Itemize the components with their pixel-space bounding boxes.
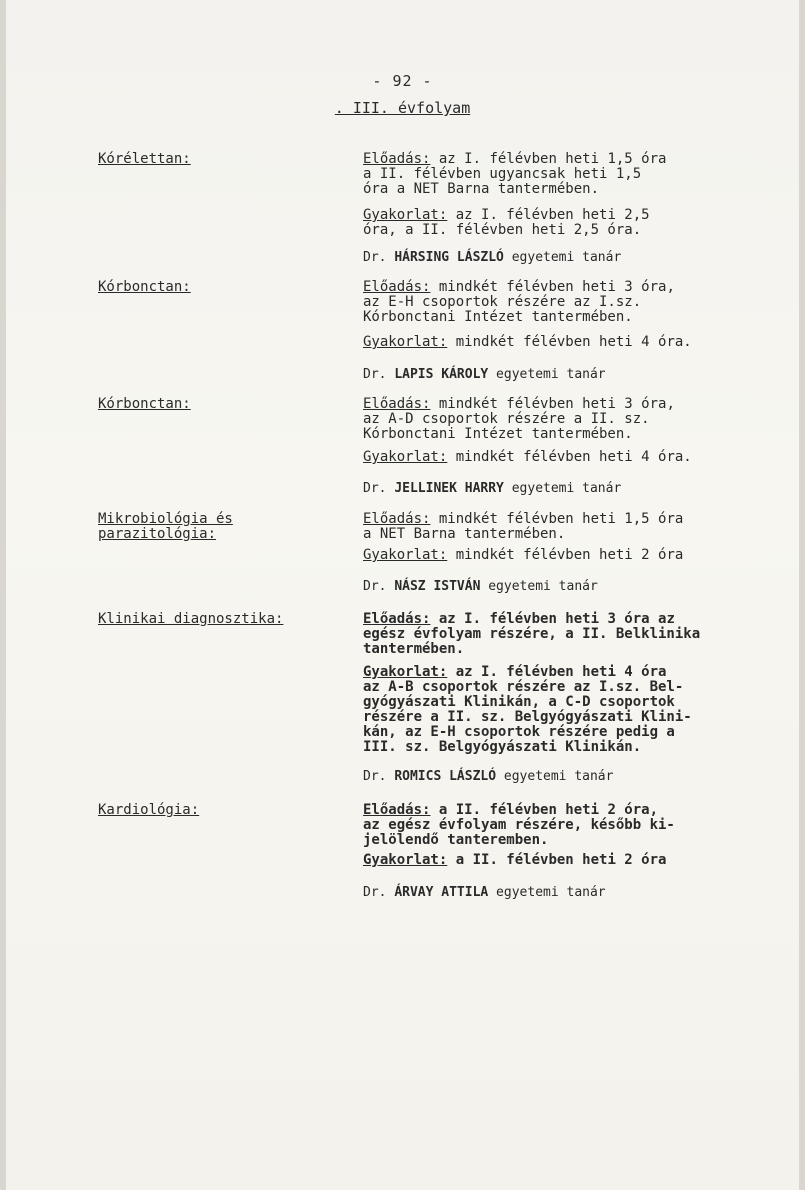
professor-klinikai-diagnosztika — [363, 769, 613, 784]
subject-mikrobiologia: Mikrobiológia és parazitológia: — [98, 511, 233, 542]
practice-korbonctan-1 — [363, 335, 763, 350]
lecture-label: Előadás: — [363, 611, 431, 627]
lecture-text: az I. félévben heti 3 óra az egész évfolyam részére, a II. Belklinika tantermében. — [363, 611, 701, 657]
lecture-korbonctan-2 — [363, 397, 763, 442]
practice-label: Gyakorlat: — [363, 852, 448, 868]
professor-title: egyetemi tanár — [503, 481, 622, 496]
professor-prefix: Dr. — [363, 367, 395, 382]
practice-text: az I. félévben heti 2,5 óra, a II. félévben heti 2,5 óra. — [363, 207, 650, 238]
practice-label: Gyakorlat: — [363, 547, 448, 563]
professor-korelettan — [363, 250, 621, 265]
page-subtitle: . III. évfolyam — [334, 99, 471, 117]
professor-name: ÁRVAY ATTILA — [394, 885, 489, 900]
professor-prefix: Dr. — [363, 250, 395, 265]
lecture-label: Előadás: — [363, 802, 431, 818]
subject-korbonctan-1: Kórbonctan: — [98, 279, 191, 295]
lecture-mikrobiologia — [363, 512, 763, 542]
practice-korelettan — [363, 208, 763, 238]
professor-korbonctan-2 — [363, 481, 621, 496]
lecture-korelettan — [363, 152, 763, 197]
lecture-text: mindkét félévben heti 3 óra, az A-D csoportok részére a II. sz. Kórbonctani Intézet tantermében. — [363, 396, 675, 442]
practice-text: mindkét félévben heti 4 óra. — [447, 334, 692, 350]
lecture-text: mindkét félévben heti 3 óra, az E-H csoportok részére az I.sz. Kórbonctani Intézet tantermében. — [363, 279, 675, 325]
professor-title: egyetemi tanár — [488, 367, 606, 382]
lecture-label: Előadás: — [363, 396, 431, 412]
lecture-label: Előadás: — [363, 151, 431, 167]
professor-name: ROMICS LÁSZLÓ — [394, 769, 497, 784]
practice-label: Gyakorlat: — [363, 449, 448, 465]
professor-name: HÁRSING LÁSZLÓ — [394, 250, 504, 265]
practice-klinikai-diagnosztika — [363, 665, 763, 755]
lecture-kardiologia — [363, 803, 763, 848]
professor-prefix: Dr. — [363, 579, 395, 594]
professor-name: JELLINEK HARRY — [394, 481, 504, 496]
lecture-klinikai-diagnosztika — [363, 612, 763, 657]
lecture-text: a II. félévben heti 2 óra, az egész évfolyam részére, később ki- jelölendő tanteremben. — [363, 802, 675, 848]
lecture-text: az I. félévben heti 1,5 óra a II. félévben ugyancsak heti 1,5 óra a NET Barna tantermében. — [363, 151, 667, 197]
subject-korbonctan-2: Kórbonctan: — [98, 396, 191, 412]
professor-prefix: Dr. — [363, 769, 395, 784]
practice-text: az I. félévben heti 4 óra az A-B csoportok részére az I.sz. Bel- gyógyászati Klinikán, a C-D csoportok részére a II. sz. Belgyógyászati Klini- kán, az E-H csoportok részére pedig a III. sz. Belgyógyászati Klinikán. — [363, 664, 692, 755]
practice-label: Gyakorlat: — [363, 207, 448, 223]
practice-mikrobiologia — [363, 548, 763, 563]
practice-korbonctan-2 — [363, 450, 763, 465]
professor-title: egyetemi tanár — [480, 579, 598, 594]
practice-text: a II. félévben heti 2 óra — [447, 852, 667, 868]
lecture-korbonctan-1 — [363, 280, 763, 325]
professor-name: LAPIS KÁROLY — [394, 367, 489, 382]
lecture-label: Előadás: — [363, 279, 431, 295]
professor-title: egyetemi tanár — [488, 885, 606, 900]
practice-text: mindkét félévben heti 4 óra. — [447, 449, 692, 465]
professor-mikrobiologia — [363, 579, 598, 594]
lecture-label: Előadás: — [363, 511, 431, 527]
practice-label: Gyakorlat: — [363, 664, 448, 680]
professor-name: NÁSZ ISTVÁN — [394, 579, 481, 594]
subject-klinikai-diagnosztika: Klinikai diagnosztika: — [98, 611, 284, 627]
page-number: - 92 - — [372, 72, 433, 90]
professor-prefix: Dr. — [363, 481, 395, 496]
practice-text: mindkét félévben heti 2 óra — [447, 547, 684, 563]
practice-kardiologia — [363, 853, 763, 868]
subject-kardiologia: Kardiológia: — [98, 802, 200, 818]
professor-title: egyetemi tanár — [503, 250, 622, 265]
professor-korbonctan-1 — [363, 367, 606, 382]
lecture-text: mindkét félévben heti 1,5 óra a NET Barna tantermében. — [363, 511, 684, 542]
professor-prefix: Dr. — [363, 885, 395, 900]
professor-kardiologia — [363, 885, 606, 900]
subject-korelettan: Kórélettan: — [98, 151, 191, 167]
practice-label: Gyakorlat: — [363, 334, 448, 350]
professor-title: egyetemi tanár — [496, 769, 614, 784]
